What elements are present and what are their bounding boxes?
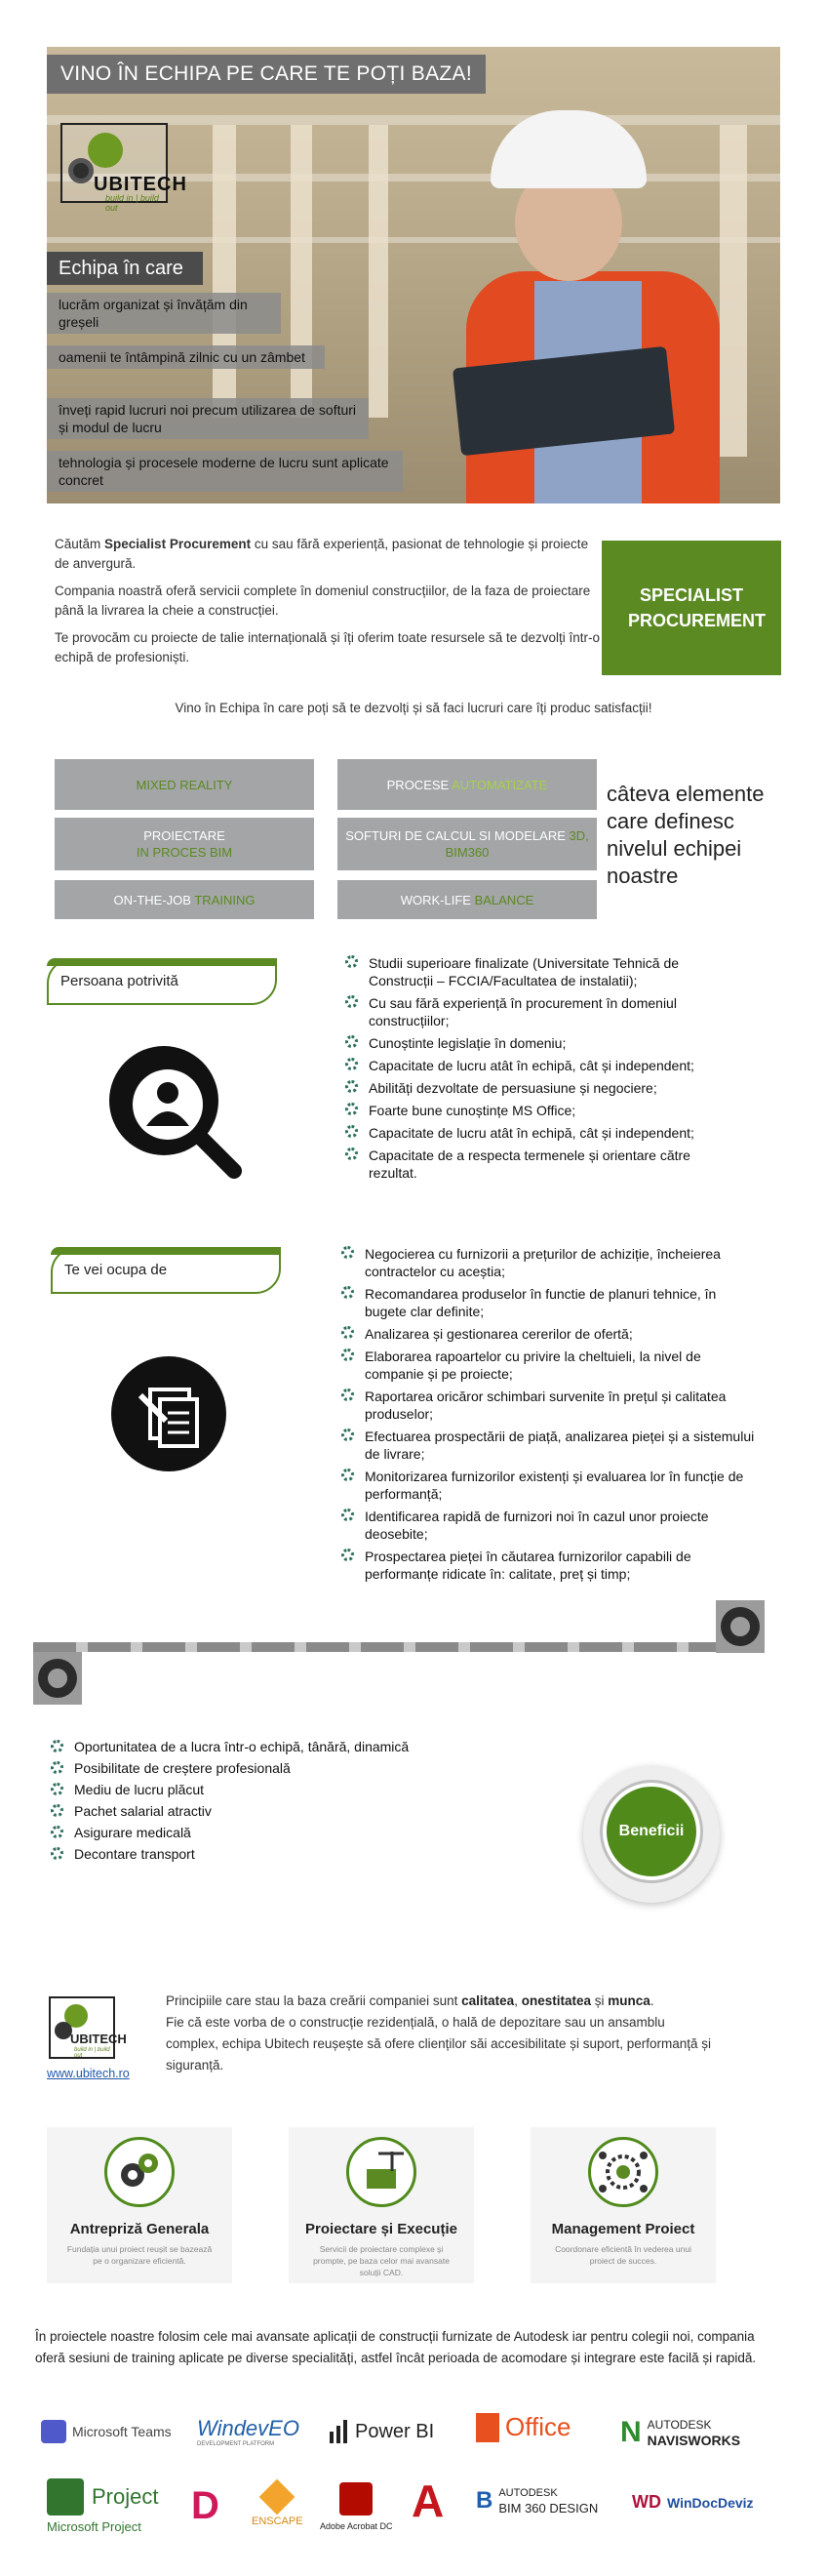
list-item-text: Studii superioare finalizate (Universitate Tehnică de Construcții – FCCIA/Facultatea de instalatii); (369, 955, 680, 988)
list-item (339, 1428, 759, 1463)
team-point: oamenii te întâmpină zilnic cu un zâmbet (47, 345, 325, 369)
list-item-text: Prospectarea pieței în căutarea furnizorilor capabili de performanțe ridicate în: calitate, preț și timp; (365, 1549, 691, 1582)
service-card (47, 2127, 232, 2283)
feature-label-accent: TRAINING (194, 892, 256, 907)
d-logo-icon: D (191, 2484, 219, 2527)
gear-icon (88, 133, 123, 168)
about-bold: onestitatea (521, 1993, 591, 2008)
service-card-desc: Fundația unui proiect reușit se bazează pe o organizare eficientă. (66, 2244, 213, 2266)
bim360-logo (476, 2486, 598, 2516)
list-item-text: Recomandarea produselor în functie de planuri tehnice, în bugete clar definite; (365, 1286, 717, 1319)
benefits-list (49, 1739, 497, 1868)
windocdeviz-logo (632, 2492, 754, 2513)
gear-bullet-icon (341, 1549, 354, 1561)
intro-p1-bold: Specialist Procurement (104, 537, 252, 551)
profile-tag-label: Persoana potrivită (60, 973, 178, 989)
profile-list (343, 954, 733, 1187)
list-item (49, 1782, 497, 1798)
office-label: Office (505, 2412, 571, 2441)
navisworks-icon: N (620, 2416, 642, 2448)
service-card (531, 2127, 716, 2283)
about-bold: calitatea (461, 1993, 515, 2008)
search-user-svg (105, 1042, 261, 1198)
about-text-part: Principiile care stau la baza creării companiei sunt (166, 1993, 462, 2008)
document-edit-svg (111, 1356, 226, 1471)
gear-center (724, 1610, 757, 1643)
list-item (343, 994, 733, 1029)
list-item-text: Raportarea oricăror schimbari survenite în prețul și calitatea produselor; (365, 1389, 727, 1422)
gear-bullet-icon (341, 1286, 354, 1299)
office-logo (476, 2412, 571, 2442)
service-card-title: Antrepriză Generala (69, 2221, 210, 2237)
network-svg (591, 2140, 655, 2204)
powerbi-icon (328, 2420, 349, 2443)
list-item (49, 1739, 497, 1755)
feature-label-accent: IN PROCES BIM (136, 845, 233, 860)
profile-tag-bar (47, 958, 277, 966)
gear-bullet-icon (341, 1389, 354, 1401)
gear-bullet-icon (345, 1103, 358, 1115)
hero-bg-column (369, 125, 388, 418)
list-item (339, 1548, 759, 1583)
powerbi-label: Power BI (355, 2420, 435, 2442)
team-point: tehnologia și procesele moderne de lucru sunt aplicate concret (47, 451, 403, 492)
list-item-text: Cunoștinte legislație în domeniu; (369, 1035, 567, 1051)
list-item (339, 1245, 759, 1280)
feature-label: PROCESE (386, 777, 453, 792)
service-card (289, 2127, 474, 2283)
gear-bullet-icon (345, 955, 358, 968)
hero-banner (47, 47, 780, 503)
gear-bullet-icon (345, 1147, 358, 1160)
about-p2: Fie că este vorba de o construcție rezidențială, o hală de depozitare sau un ansamblu complex, echipa Ubitech reușește să ofere clienților săi accesibilitate și suport, performanță și siguranță. (166, 2015, 712, 2073)
intro-p1 (55, 535, 601, 574)
teams-logo (41, 2420, 172, 2443)
teams-icon (41, 2420, 66, 2443)
gear-bullet-icon (345, 995, 358, 1008)
logo-tagline: build in | build out (105, 193, 159, 213)
gear-bullet-icon (51, 1826, 63, 1838)
about-text (166, 1991, 712, 2076)
position-box (602, 541, 781, 675)
benefits-badge-label: Beneficii (618, 1823, 685, 1839)
list-item (343, 1034, 733, 1052)
project-label: Project (92, 2484, 159, 2509)
gear-bullet-icon (345, 1125, 358, 1138)
list-item (49, 1825, 497, 1841)
feature-label-accent: AUTOMATIZATE (452, 777, 548, 792)
gear-bullet-icon (341, 1509, 354, 1521)
acrobat-logo (320, 2482, 393, 2531)
list-item-text: Mediu de lucru plăcut (74, 1782, 205, 1797)
service-card-desc: Coordonare eficientă în vederea unui proiect de succes. (555, 2244, 691, 2266)
teams-label: Microsoft Teams (72, 2424, 172, 2439)
feature-label-accent: 3D, BIM360 (445, 828, 589, 860)
gear-bullet-icon (341, 1326, 354, 1339)
list-item (343, 1079, 733, 1097)
hero-bg-column (213, 125, 236, 418)
duties-tag-bar (51, 1247, 281, 1255)
list-item-text: Analizarea și gestionarea cererilor de ofertă; (365, 1326, 633, 1342)
feature-tile (55, 759, 314, 810)
gear-icon (716, 1600, 765, 1653)
project-icon (47, 2478, 84, 2516)
autocad-icon: A (412, 2475, 445, 2526)
list-item-text: Oportunitatea de a lucra într-o echipă, tânără, dinamică (74, 1739, 410, 1754)
about-p1 (166, 1991, 712, 2012)
list-item-text: Capacitate de a respecta termenele și orientare către rezultat. (369, 1147, 690, 1181)
logo-tagline: build in | build out (74, 2047, 110, 2059)
gear-bullet-icon (51, 1761, 63, 1774)
team-heading: Echipa în care (47, 252, 203, 285)
intro-p2: Compania noastră oferă servicii complete în domeniul construcțiilor, de la faza de proiectare până la livrarea la cheie a construcției. (55, 584, 591, 618)
about-text-part: și (591, 1993, 609, 2008)
list-item (339, 1508, 759, 1543)
office-icon (476, 2413, 499, 2442)
list-item-text: Pachet salarial atractiv (74, 1803, 212, 1819)
gears-svg (107, 2140, 172, 2204)
search-user-icon (109, 1046, 218, 1155)
gear-bullet-icon (341, 1348, 354, 1361)
list-item-text: Decontare transport (74, 1846, 195, 1862)
list-item (339, 1285, 759, 1320)
gear-icon (33, 1652, 82, 1705)
website-link[interactable]: www.ubitech.ro (47, 2067, 130, 2080)
list-item (339, 1468, 759, 1503)
list-item-text: Abilități dezvoltate de persuasiune și negociere; (369, 1080, 657, 1096)
list-item-text: Identificarea rapidă de furnizori noi în cazul unor proiecte deosebite; (365, 1509, 709, 1542)
gears-icon (104, 2137, 175, 2207)
intro-text (55, 535, 601, 675)
list-item (49, 1803, 497, 1820)
bim360-label-2: BIM 360 DESIGN (498, 2501, 599, 2516)
ubitech-logo (60, 123, 187, 213)
logo-text: UBITECH (70, 2032, 127, 2046)
enscape-label: ENSCAPE (252, 2516, 303, 2527)
list-item-text: Foarte bune cunoștințe MS Office; (369, 1103, 576, 1118)
windocdeviz-icon: WD (632, 2492, 661, 2512)
about-text-part: , (514, 1993, 522, 2008)
list-item (343, 1147, 733, 1182)
software-description: În proiectele noastre folosim cele mai avansate aplicații de construcții furnizate de Autodesk iar pentru colegii noi, compania oferă sesiuni de training aplicate pe diverse specialități, astfel încât perioada de acomodare și integrare este facilă și rapidă. (35, 2329, 757, 2365)
list-item (343, 1057, 733, 1074)
network-gear-icon (588, 2137, 658, 2207)
list-item (339, 1325, 759, 1343)
feature-label-accent: BALANCE (474, 892, 534, 907)
gear-bullet-icon (345, 1035, 358, 1048)
tagline: Vino în Echipa în care poți să te dezvolți și să faci lucruri care îți produc satisfacții! (175, 701, 652, 715)
gear-track-divider (33, 1642, 763, 1652)
gear-bullet-icon (51, 1740, 63, 1752)
team-point: lucrăm organizat și învățăm din greșeli (47, 293, 281, 334)
list-item (49, 1846, 497, 1863)
team-point: înveți rapid lucruri noi precum utilizarea de softuri și modul de lucru (47, 398, 369, 439)
gear-bullet-icon (341, 1246, 354, 1259)
gear-bullet-icon (341, 1429, 354, 1441)
navisworks-logo (620, 2416, 740, 2449)
about-text-part: . (650, 1993, 654, 2008)
list-item-text: Efectuarea prospectării de piață, analizarea pieței și a sistemului de livrare; (365, 1429, 755, 1462)
gear-bullet-icon (51, 1804, 63, 1817)
list-item (339, 1388, 759, 1423)
hero-bg-column (291, 125, 312, 418)
list-item-text: Cu sau fără experiență în procurement în domeniul construcțiilor; (369, 995, 677, 1028)
hero-bg-beam (47, 237, 780, 243)
gear-bullet-icon (51, 1783, 63, 1795)
service-card-title: Management Proiect (551, 2221, 695, 2237)
feature-label: WORK-LIFE (400, 892, 475, 907)
crane-svg (349, 2140, 414, 2204)
list-item (339, 1348, 759, 1383)
duties-list (339, 1245, 759, 1588)
intro-p3: Te provocăm cu proiecte de talie internațională și îți oferim toate resursele să te dezvolți într-o echipă de profesioniști. (55, 630, 601, 664)
ubitech-logo-small (49, 1996, 127, 2059)
gear-center (41, 1662, 74, 1695)
windev-logo (197, 2416, 299, 2447)
enscape-icon (259, 2479, 295, 2516)
gear-bullet-icon (341, 1469, 354, 1481)
feature-label: PROIECTARE (143, 828, 225, 843)
hero-bg-column (720, 125, 747, 457)
intro-p1-prefix: Căutăm (55, 537, 105, 551)
msproject-logo (47, 2478, 158, 2534)
benefits-badge (603, 1783, 700, 1880)
feature-tile (55, 818, 314, 870)
feature-tile (337, 880, 597, 919)
duties-tag-label: Te vei ocupa de (64, 1262, 168, 1278)
document-edit-icon (111, 1356, 226, 1471)
list-item-text: Monitorizarea furnizorilor existenți și evaluarea lor în funcție de performanță; (365, 1469, 744, 1502)
list-item (343, 1102, 733, 1119)
bim360-label-1: AUTODESK (498, 2487, 558, 2499)
feature-label: SOFTURI DE CALCUL SI MODELARE (345, 828, 570, 843)
list-item-text: Negocierea cu furnizorii a prețurilor de achiziție, încheierea contractelor cu aceștia; (365, 1246, 721, 1279)
position-title: SPECIALIST PROCUREMENT (628, 585, 767, 630)
list-item-text: Posibilitate de creștere profesională (74, 1760, 291, 1776)
feature-label: ON-THE-JOB (113, 892, 195, 907)
logo-text: UBITECH (94, 174, 187, 195)
acrobat-icon (339, 2482, 373, 2516)
windev-sub: DEVELOPMENT PLATFORM (197, 2441, 275, 2447)
gear-icon (68, 158, 94, 183)
service-card-title: Proiectare și Execuție (305, 2221, 457, 2237)
list-item (343, 1124, 733, 1142)
feature-tile (55, 880, 314, 919)
windocdeviz-label: WinDocDeviz (667, 2494, 754, 2511)
list-item-text: Capacitate de lucru atât în echipă, cât și independent; (369, 1058, 694, 1073)
navisworks-label-2: NAVISWORKS (647, 2433, 741, 2448)
enscape-logo (252, 2484, 303, 2527)
powerbi-logo (328, 2420, 434, 2443)
gear-bullet-icon (51, 1847, 63, 1860)
intro-p1-suffix: cu sau fără experiență, pasionat de tehnologie și proiecte de anvergură. (55, 537, 589, 571)
list-item-text: Capacitate de lucru atât în echipă, cât și independent; (369, 1125, 694, 1141)
hero-title: VINO ÎN ECHIPA PE CARE TE POȚI BAZA! (47, 55, 486, 94)
service-card-desc: Servicii de proiectare complexe și prompte, pe baza celor mai avansate soluții CAD. (313, 2244, 450, 2277)
bim360-icon: B (476, 2487, 493, 2514)
crane-building-icon (346, 2137, 416, 2207)
feature-tile (337, 759, 597, 810)
navisworks-label-1: AUTODESK (647, 2418, 712, 2432)
list-item (49, 1760, 497, 1777)
list-item-text: Elaborarea rapoartelor cu privire la cheltuieli, la nivel de companie și pe proiecte; (365, 1348, 701, 1382)
features-caption: câteva elemente care definesc nivelul echipei noastre (607, 782, 765, 888)
windev-label: WindevEO (197, 2416, 299, 2440)
acrobat-label: Adobe Acrobat DC (320, 2521, 393, 2531)
gear-bullet-icon (345, 1080, 358, 1093)
feature-tile (337, 818, 597, 870)
project-sub: Microsoft Project (47, 2519, 141, 2534)
gear-bullet-icon (345, 1058, 358, 1070)
about-bold: munca (608, 1993, 650, 2008)
list-item-text: Asigurare medicală (74, 1825, 191, 1840)
feature-label: MIXED REALITY (136, 777, 233, 792)
list-item (343, 954, 733, 989)
